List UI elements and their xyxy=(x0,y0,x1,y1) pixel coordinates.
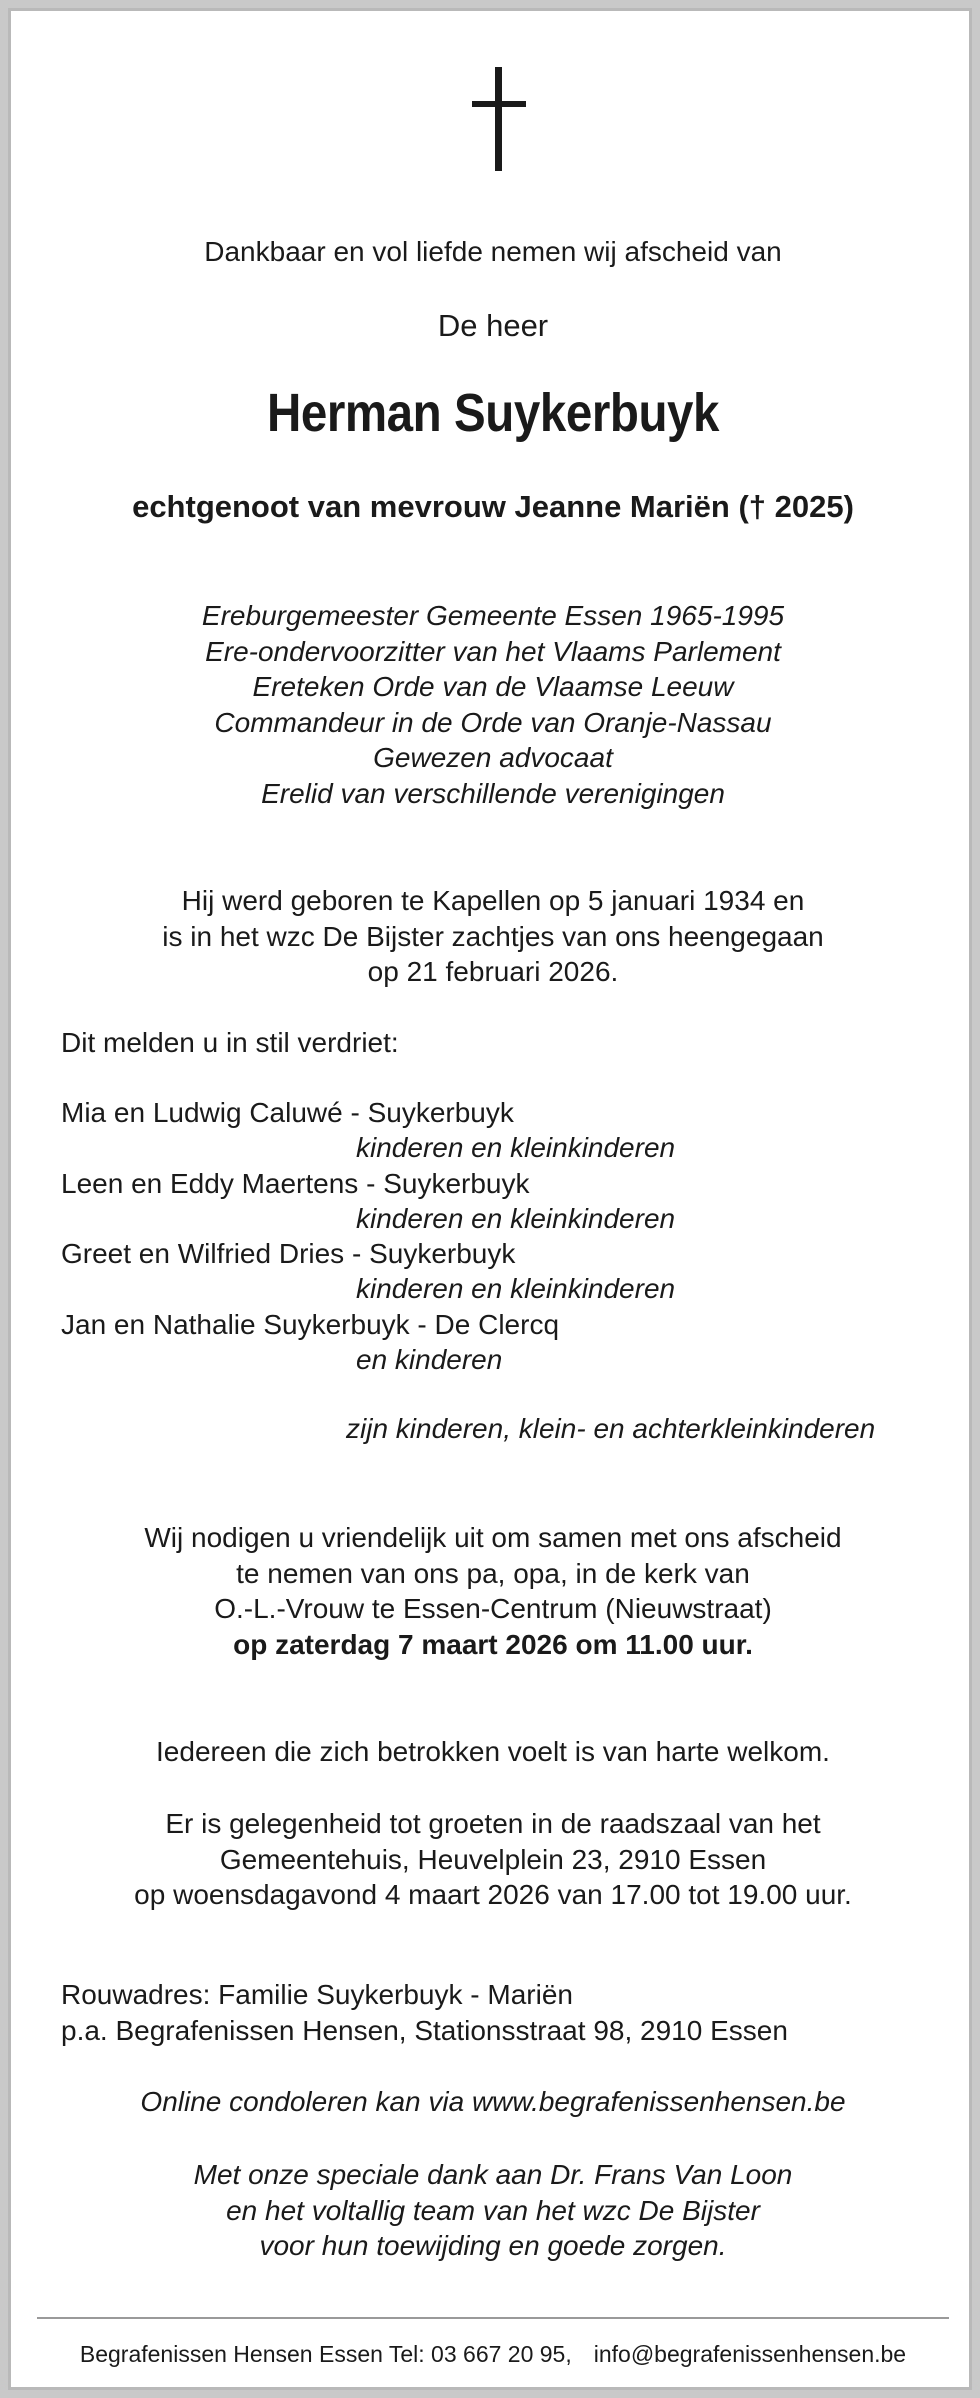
birth-death-info xyxy=(11,883,975,990)
footer-email: info@begrafenissenhensen.be xyxy=(593,2341,907,2367)
thanks-text xyxy=(11,2157,975,2264)
funeral-invitation xyxy=(11,1520,975,1662)
title-line: Gewezen advocaat xyxy=(373,742,613,774)
born-line: is in het wzc De Bijster zachtjes van ons heengegaan xyxy=(162,920,824,952)
footer-company: Begrafenissen Hensen Essen Tel: 03 667 20 95, xyxy=(79,2341,572,2367)
greet-line: op woensdagavond 4 maart 2026 van 17.00 tot 19.00 uur. xyxy=(134,1879,852,1911)
thanks-line: voor hun toewijding en goede zorgen. xyxy=(259,2230,727,2262)
title-line: Erelid van verschillende verenigingen xyxy=(261,777,725,809)
title-line: Ereteken Orde van de Vlaamse Leeuw xyxy=(252,671,734,703)
invite-date: op zaterdag 7 maart 2026 om 11.00 uur. xyxy=(233,1628,753,1660)
family-member-name: Jan en Nathalie Suykerbuyk - De Clercq xyxy=(61,1308,560,1340)
greet-line: Gemeentehuis, Heuvelplein 23, 2910 Essen xyxy=(219,1843,767,1875)
online-condolence: Online condoleren kan via www.begrafenissenhensen.be xyxy=(140,2086,846,2117)
invite-line: Wij nodigen u vriendelijk uit om samen met ons afscheid xyxy=(144,1522,842,1553)
announce-text: Dit melden u in stil verdriet: xyxy=(61,1027,399,1058)
address-line: p.a. Begrafenissen Hensen, Stationsstraat 98, 2910 Essen xyxy=(61,2014,788,2046)
closing-relatives: zijn kinderen, klein- en achterkleinkinderen xyxy=(346,1413,876,1444)
footer-divider xyxy=(37,2317,949,2319)
welcome-text: Iedereen die zich betrokken voelt is van harte welkom. xyxy=(156,1736,830,1767)
family-member-relation: kinderen en kleinkinderen xyxy=(356,1273,676,1305)
family-member-name: Mia en Ludwig Caluwé - Suykerbuyk xyxy=(61,1097,514,1128)
thanks-line: en het voltallig team van het wzc De Bijster xyxy=(226,2194,760,2226)
mourning-address xyxy=(61,1977,788,2048)
invite-line: O.-L.-Vrouw te Essen-Centrum (Nieuwstraat) xyxy=(214,1593,772,1625)
born-line: Hij werd geboren te Kapellen op 5 januari 1934 en xyxy=(181,885,805,916)
obituary-card xyxy=(8,8,972,2390)
title-line: Ereburgemeester Gemeente Essen 1965-1995 xyxy=(201,600,785,631)
greet-line: Er is gelegenheid tot groeten in de raadszaal van het xyxy=(165,1808,821,1839)
family-member-name: Greet en Wilfried Dries - Suykerbuyk xyxy=(61,1238,516,1270)
title-line: Commandeur in de Orde van Oranje-Nassau xyxy=(214,706,772,738)
spouse-line: echtgenoot van mevrouw Jeanne Mariën († 2025) xyxy=(132,489,854,524)
family-member-name: Leen en Eddy Maertens - Suykerbuyk xyxy=(61,1167,530,1199)
deceased-name: Herman Suykerbuyk xyxy=(266,383,720,443)
cross-icon xyxy=(472,67,526,171)
address-line: Rouwadres: Familie Suykerbuyk - Mariën xyxy=(61,1979,573,2010)
footer xyxy=(11,2340,975,2368)
intro-text: Dankbaar en vol liefde nemen wij afscheid van xyxy=(204,236,782,267)
born-line: op 21 februari 2026. xyxy=(367,956,619,988)
visitation-info xyxy=(11,1806,975,1913)
family-member-relation: en kinderen xyxy=(356,1344,503,1376)
family-member-relation: kinderen en kleinkinderen xyxy=(356,1202,676,1234)
honorary-titles xyxy=(11,598,975,812)
thanks-line: Met onze speciale dank aan Dr. Frans Van Loon xyxy=(193,2159,793,2190)
invite-line: te nemen van ons pa, opa, in de kerk van xyxy=(236,1557,750,1589)
title-line: Ere-ondervoorzitter van het Vlaams Parlement xyxy=(205,635,781,667)
family-member-relation: kinderen en kleinkinderen xyxy=(356,1132,676,1164)
title-prefix: De heer xyxy=(437,308,549,343)
family-list xyxy=(61,1095,675,1377)
